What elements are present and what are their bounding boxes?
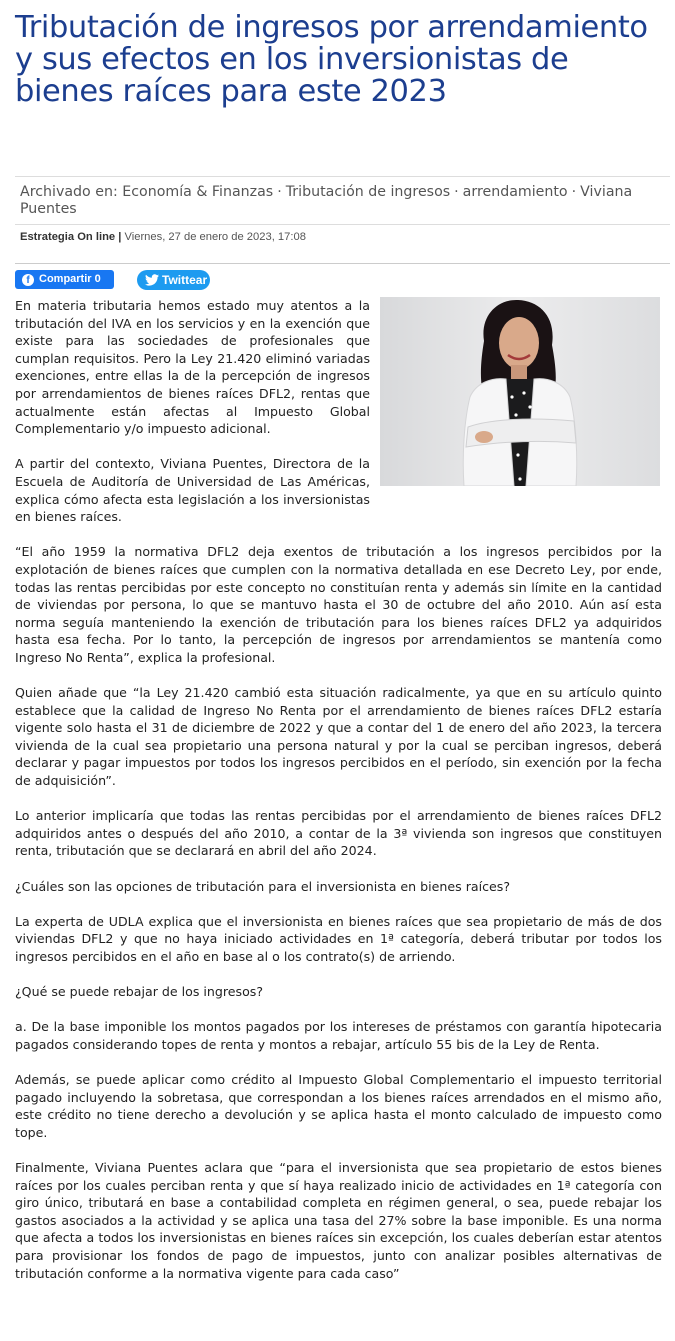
tag-arrendamiento[interactable]: arrendamiento [462,184,568,200]
article-paragraph: Quien añade que “la Ley 21.420 cambió esta situación radicalmente, ya que en su artículo quinto establece que la calidad de Ingreso No Renta por el arrendamiento de bienes raíces DFL2 estaría vigente solo hasta el 31 de diciembre de 2022 y que a contar del 1 de enero del año 2023, la tercera vivienda de la cual sea propietario una persona natural y por la cual se perciban ingresos, deberá declarar y pagar impuestos por todos los ingresos percibidos en el período, sin exención por la fecha de adquisición”. [15,685,662,789]
byline-source: Estrategia On line [20,231,116,243]
archive-tags [15,176,670,225]
facebook-share-button[interactable] [15,270,114,289]
article-paragraph: ¿Cuáles son las opciones de tributación para el inversionista en bienes raíces? [15,878,511,894]
tag-tributacion[interactable]: Tributación de ingresos [285,184,451,200]
article-paragraph: Además, se puede aplicar como crédito al Impuesto Global Complementario el impuesto territorial pagado incluyendo la sobretasa, que correspondan a los bienes raíces arrendados en el mismo año, este crédito no tiene derecho a devolución y se aplica hasta el monto calculado de impuesto como tope. [15,1072,662,1140]
article-paragraph: a. De la base imponible los montos pagados por los intereses de préstamos con garantía hipotecaria pagados considerando topes de renta y montos a rebajar, artículo 55 bis de la Ley de Renta. [15,1019,662,1052]
archive-prefix: Archivado en: [20,184,118,200]
article-paragraph: “El año 1959 la normativa DFL2 deja exentos de tributación a los ingresos percibidos por la explotación de bienes raíces que cumplen con la normativa detallada en ese Decreto Ley, por ende, todas las rentas percibidas por este concepto no constituían renta y además sin límite en la cantidad de viviendas por persona, lo que se mantuvo hasta el 30 de octubre del año 2010. Aún así esta norma seguía manteniendo la exención de tributación para los bienes raíces DFL2 ya adquiridos hasta esa fecha. Por lo tanto, la percepción de ingresos por arrendamientos se mantenía como Ingreso No Renta”, explica la profesional. [15,544,662,665]
tag-separator: · [571,184,577,200]
article-title: Tributación de ingresos por arrendamiento y sus efectos en los inversionistas de bienes raíces para este 2023 [15,10,648,109]
article-body [15,297,662,1300]
tag-economia[interactable]: Economía & Finanzas [122,184,274,200]
facebook-icon: f [22,274,34,286]
twitter-share-button[interactable] [137,270,210,290]
article-paragraph: A partir del contexto, Viviana Puentes, Directora de la Escuela de Auditoría de Universidad de Las Américas, explica cómo afecta esta legislación a los inversionistas en bienes raíces. [15,456,370,525]
twitter-share-label: Twittear [162,273,208,287]
twitter-bird-icon [145,274,159,286]
byline-divider: | [118,231,122,243]
divider [15,263,670,264]
article-paragraph: ¿Qué se puede rebajar de los ingresos? [15,984,264,1000]
facebook-share-label: Compartir 0 [39,273,101,285]
article-paragraph: Finalmente, Viviana Puentes aclara que “para el inversionista que sea propietario de estos bienes raíces por los cuales perciban renta y que sí haya realizado inicio de actividades en 1ª categoría con giro único, tributará en base a contabilidad completa en régimen general, o sea, puede rebajar los gastos asociados a la actividad y se aplica una tasa del 27% sobre la base imponible. Es una norma que afecta a todos los inversionistas en bienes raíces sin excepción, los cuales deberían estar atentos para provisionar los fondos de pago de impuestos, junto con analizar posibles alternativas de tributación conforme a la normativa vigente para cada caso” [15,1160,662,1281]
byline-date: Viernes, 27 de enero de 2023, 17:08 [124,231,306,243]
tag-separator: · [454,184,459,200]
article-paragraph: Lo anterior implicaría que todas las rentas percibidas por el arrendamiento de bienes raíces DFL2 adquiridos antes o después del año 2010, a contar de la 3ª vivienda son ingresos que constituyen renta, tributación que se declarará en abril del año 2024. [15,808,662,859]
article-paragraph: En materia tributaria hemos estado muy atentos a la tributación del IVA en los servicios y en la exención que existe para las sociedades de profesionales que cumplan requisitos. Pero la Ley 21.420 eliminó variadas exenciones, entre ellas la de la percepción de ingresos por arrendamientos de bienes raíces DFL2, rentas que actualmente están afectas al Impuesto Global Complementario y/o impuesto adicional. [15,298,370,437]
article-paragraph: La experta de UDLA explica que el inversionista en bienes raíces que sea propietario de más de dos viviendas DFL2 y que no haya iniciado actividades en 1ª categoría, deberá tributar por todos los ingresos percibidos en el año en base al o los contrato(s) de arriendo. [15,913,662,964]
article-page [15,0,670,1281]
tag-viviana-puentes[interactable]: Viviana Puentes [20,184,633,217]
byline [20,231,306,243]
tag-separator: · [277,184,282,200]
